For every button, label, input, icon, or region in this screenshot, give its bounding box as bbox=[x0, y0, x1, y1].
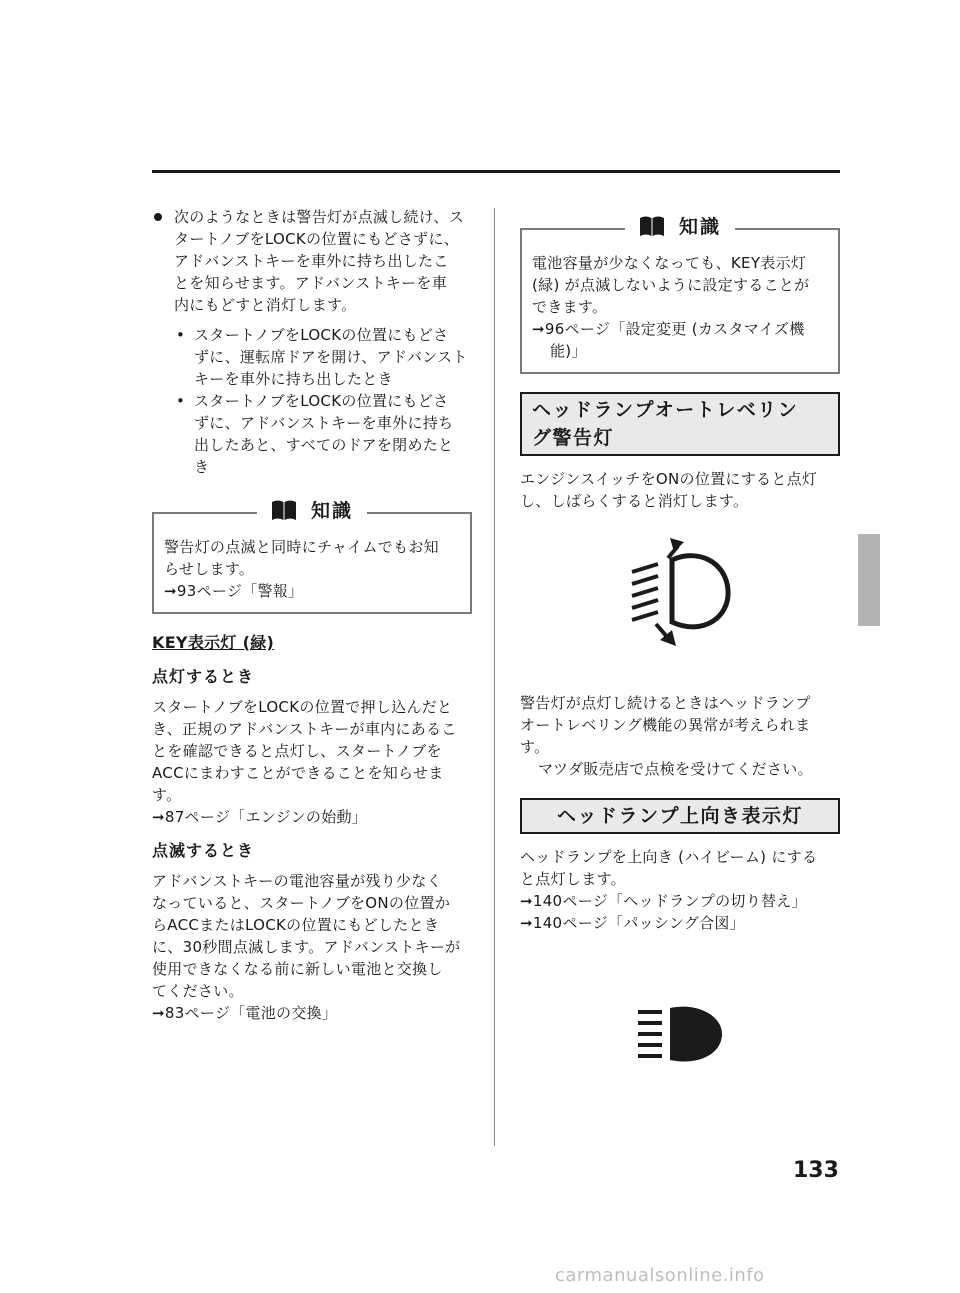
bullet-line-5: 内にもどすと消灯します。 bbox=[174, 296, 357, 314]
sub-line: ずに、運転席ドアを開け、アドバンスト bbox=[194, 348, 468, 366]
highbeam-line: と点灯します。 bbox=[520, 870, 626, 888]
high-beam-icon bbox=[632, 1004, 728, 1064]
note-box-battery bbox=[520, 216, 840, 374]
section-tab bbox=[858, 534, 880, 626]
highbeam-link-passing[interactable]: ➞140ページ「パッシング合図」 bbox=[520, 914, 746, 932]
note-line: らせします。 bbox=[164, 560, 255, 578]
leveling-dealer-note: マツダ販売店で点検を受けてください。 bbox=[538, 760, 813, 778]
heading-line: ヘッドランプオートレベリン bbox=[532, 399, 799, 421]
note-header bbox=[257, 496, 367, 523]
blink-heading: 点滅するとき bbox=[152, 841, 255, 860]
sub-line: スタートノブをLOCKの位置にもどさ bbox=[194, 326, 449, 344]
top-rule bbox=[152, 170, 840, 173]
blink-link-battery[interactable]: ➞83ページ「電池の交換」 bbox=[152, 1004, 338, 1022]
column-divider bbox=[494, 208, 495, 1146]
leveling-after-line: す。 bbox=[520, 738, 550, 756]
lit-line: とを確認できると点灯し、スタートノブを bbox=[152, 742, 442, 760]
right-column bbox=[520, 206, 840, 1064]
bullet-line-3: アドバンストキーを車外に持ち出したこ bbox=[174, 252, 449, 270]
note-header bbox=[625, 212, 735, 239]
book-icon bbox=[271, 499, 297, 521]
book-icon bbox=[639, 215, 665, 237]
note-title: 知識 bbox=[310, 500, 354, 522]
blink-line: なっていると、スタートノブをONの位置か bbox=[152, 894, 451, 912]
lit-line: スタートノブをLOCKの位置で押し込んだと bbox=[152, 698, 453, 716]
left-column bbox=[152, 206, 472, 1024]
sub-line: スタートノブをLOCKの位置にもどさ bbox=[194, 392, 449, 410]
lit-link-engine-start[interactable]: ➞87ページ「エンジンの始動」 bbox=[152, 808, 368, 826]
leveling-after-line: 警告灯が点灯し続けるときはヘッドランプ bbox=[520, 694, 811, 712]
sub-line: キーを車外に持ち出したとき bbox=[194, 370, 393, 388]
bullet-dot bbox=[154, 213, 162, 221]
highbeam-icon-wrap bbox=[520, 1004, 840, 1064]
key-indicator-heading: KEY表示灯 (緑) bbox=[152, 633, 275, 652]
blink-line: てください。 bbox=[152, 982, 244, 1000]
sub-bullet-item bbox=[152, 324, 472, 390]
note-line: (緑) が点滅しないように設定することが bbox=[532, 276, 810, 294]
leveling-icon-wrap bbox=[520, 538, 840, 658]
note-line: 電池容量が少なくなっても、KEY表示灯 bbox=[532, 254, 807, 272]
note-box-chime bbox=[152, 500, 472, 614]
heading-line: グ警告灯 bbox=[532, 427, 615, 449]
blink-line: アドバンストキーの電池容量が残り少なく bbox=[152, 872, 442, 890]
blink-line: らACCまたはLOCKの位置にもどしたとき bbox=[152, 916, 440, 934]
note-link-warning[interactable]: ➞93ページ「警報」 bbox=[164, 582, 304, 600]
note-link-customize-cont[interactable]: 能)」 bbox=[550, 342, 587, 360]
blink-line: に、30秒間点滅します。アドバンストキーが bbox=[152, 938, 461, 956]
leveling-after-line: オートレベリング機能の異常が考えられま bbox=[520, 716, 811, 734]
sub-line: き bbox=[194, 458, 210, 476]
leveling-line: し、しばらくすると消灯します。 bbox=[520, 492, 749, 510]
sub-bullet-list bbox=[152, 324, 472, 478]
leveling-warning-heading bbox=[520, 392, 840, 456]
sub-bullet-item bbox=[152, 390, 472, 478]
lit-line: き、正規のアドバンストキーが車内にあるこ bbox=[152, 720, 457, 738]
sub-line: 出したあと、すべてのドアを閉めたと bbox=[194, 436, 454, 454]
note-title: 知識 bbox=[678, 216, 722, 238]
note-line: できます。 bbox=[532, 298, 608, 316]
note-line: 警告灯の点滅と同時にチャイムでもお知 bbox=[164, 538, 439, 556]
bullet-line-2: タートノブをLOCKの位置にもどさずに、 bbox=[174, 230, 460, 248]
sub-bullet-mark: • bbox=[176, 392, 186, 410]
page-number: 133 bbox=[793, 1158, 839, 1183]
highbeam-link-switch[interactable]: ➞140ページ「ヘッドランプの切り替え」 bbox=[520, 892, 807, 910]
blink-line: 使用できなくなる前に新しい電池と交換し bbox=[152, 960, 443, 978]
bullet-line-1: 次のようなときは警告灯が点滅し続け、ス bbox=[174, 208, 465, 226]
headlamp-leveling-icon bbox=[620, 538, 740, 658]
warning-bullet bbox=[152, 206, 472, 316]
bullet-line-4: とを知らせます。アドバンストキーを車 bbox=[174, 274, 448, 292]
lit-heading: 点灯するとき bbox=[152, 667, 255, 686]
sub-bullet-mark: • bbox=[176, 326, 186, 344]
highbeam-line: ヘッドランプを上向き (ハイビーム) にする bbox=[520, 848, 818, 866]
watermark: carmanualsonline.info bbox=[555, 1265, 765, 1286]
high-beam-heading: ヘッドランプ上向き表示灯 bbox=[520, 798, 840, 834]
sub-line: ずに、アドバンストキーを車外に持ち bbox=[194, 414, 454, 432]
note-link-customize[interactable]: ➞96ページ「設定変更 (カスタマイズ機 bbox=[532, 320, 805, 338]
lit-line: ACCにまわすことができることを知らせま bbox=[152, 764, 444, 782]
lit-line: す。 bbox=[152, 786, 182, 804]
leveling-line: エンジンスイッチをONの位置にすると点灯 bbox=[520, 470, 818, 488]
